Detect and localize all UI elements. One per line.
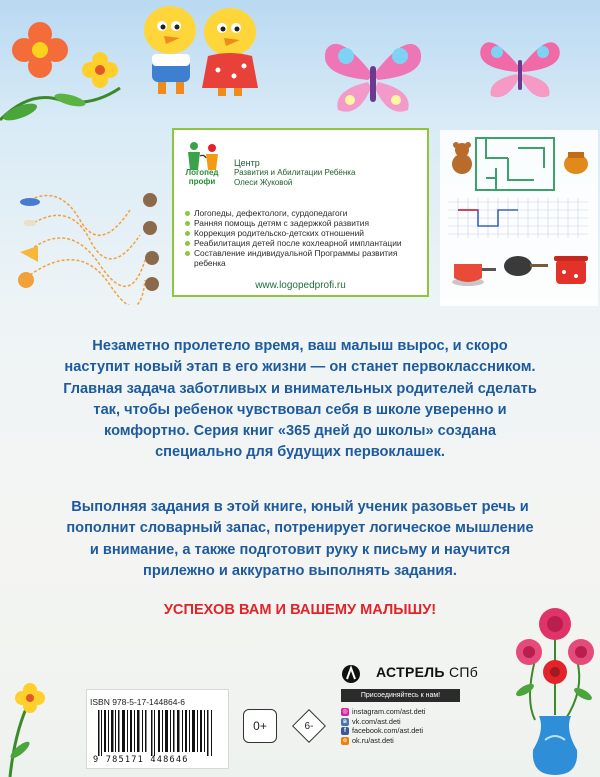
publisher-name	[376, 664, 478, 680]
social-link-facebook[interactable]	[341, 726, 463, 736]
social-link-instagram[interactable]	[341, 707, 463, 717]
join-us-banner: Присоединяйтесь к нам!	[341, 689, 460, 702]
center-title: Центр	[234, 158, 260, 168]
speech-center-info-box	[172, 128, 429, 297]
butterfly-illustration	[318, 30, 428, 120]
social-link-vk[interactable]	[341, 717, 463, 727]
closing-wish: УСПЕХОВ ВАМ И ВАШЕМУ МАЛЫШУ!	[163, 602, 437, 618]
center-heading	[234, 158, 355, 188]
social-link-text: facebook.com/ast.deti	[352, 726, 423, 736]
flower-vase-illustration	[505, 590, 600, 777]
facebook-icon: f	[341, 727, 349, 735]
maze-worksheet	[438, 128, 600, 308]
center-subtitle: Развития и Абилитации Ребёнка	[234, 168, 356, 177]
social-link-text: ok.ru/ast.deti	[352, 735, 394, 745]
social-links	[341, 707, 463, 745]
tracing-worksheet	[10, 180, 172, 305]
service-item: Реабилитация детей после кохлеарной имплантации	[184, 238, 424, 248]
social-link-odnoklassniki[interactable]	[341, 736, 463, 746]
flower-illustration-bottom-left	[0, 670, 55, 777]
service-item: Коррекция родительско-детских отношений	[184, 228, 424, 238]
recommended-age-value: 6-	[304, 720, 314, 732]
intro-paragraph: Незаметно пролетело время, ваш малыш вырос, и скоро наступит новый этап в его жизни — он станет первоклассником. Главная задача заботливых и внимательных родителей сделать так, чтобы ребенок чувствовал себя в школе уверенно и комфортно. Серия книг «365 дней до школы» создана специально для будущих первоклашек.	[63, 338, 537, 461]
website-url: www.logopedprofi.ru	[255, 280, 346, 291]
service-item: Составление индивидуальной Программы развития ребенка	[184, 248, 424, 268]
age-rating-badge: 0+	[243, 709, 277, 743]
instagram-icon: ◎	[342, 709, 348, 715]
service-item: Ранняя помощь детям с задержкой развития	[184, 218, 424, 228]
astrel-logo-icon	[341, 664, 373, 684]
benefits-paragraph: Выполняя задания в этой книге, юный ученик разовьет речь и пополнит словарный запас, потренирует логическое мышление и внимание, а также подготовит руку к письму и научится прилежно и аккуратно выполнять задания.	[66, 499, 534, 579]
chicks-illustration	[130, 0, 270, 100]
service-item: Логопеды, дефектологи, сурдопедагоги	[184, 208, 424, 218]
services-list	[184, 208, 424, 268]
logo-text: Логопед профи	[185, 168, 219, 186]
odnoklassniki-icon: о	[341, 737, 349, 745]
publisher-brand: АСТРЕЛЬ	[376, 664, 445, 680]
isbn-label: ISBN 978-5-17-144864-6	[90, 697, 185, 707]
butterfly-illustration-small	[475, 30, 565, 105]
flowers-illustration-left	[0, 0, 140, 130]
barcode-number: 9 785171 448646	[93, 755, 189, 765]
publisher-city: СПб	[448, 664, 479, 680]
barcode-icon	[96, 710, 216, 756]
center-name: Олеси Жуковой	[234, 178, 293, 187]
vk-icon: в	[341, 718, 349, 726]
social-link-text: instagram.com/ast.deti	[352, 707, 426, 716]
social-link-text: vk.com/ast.deti	[352, 716, 401, 726]
recommended-age-badge	[292, 709, 326, 743]
